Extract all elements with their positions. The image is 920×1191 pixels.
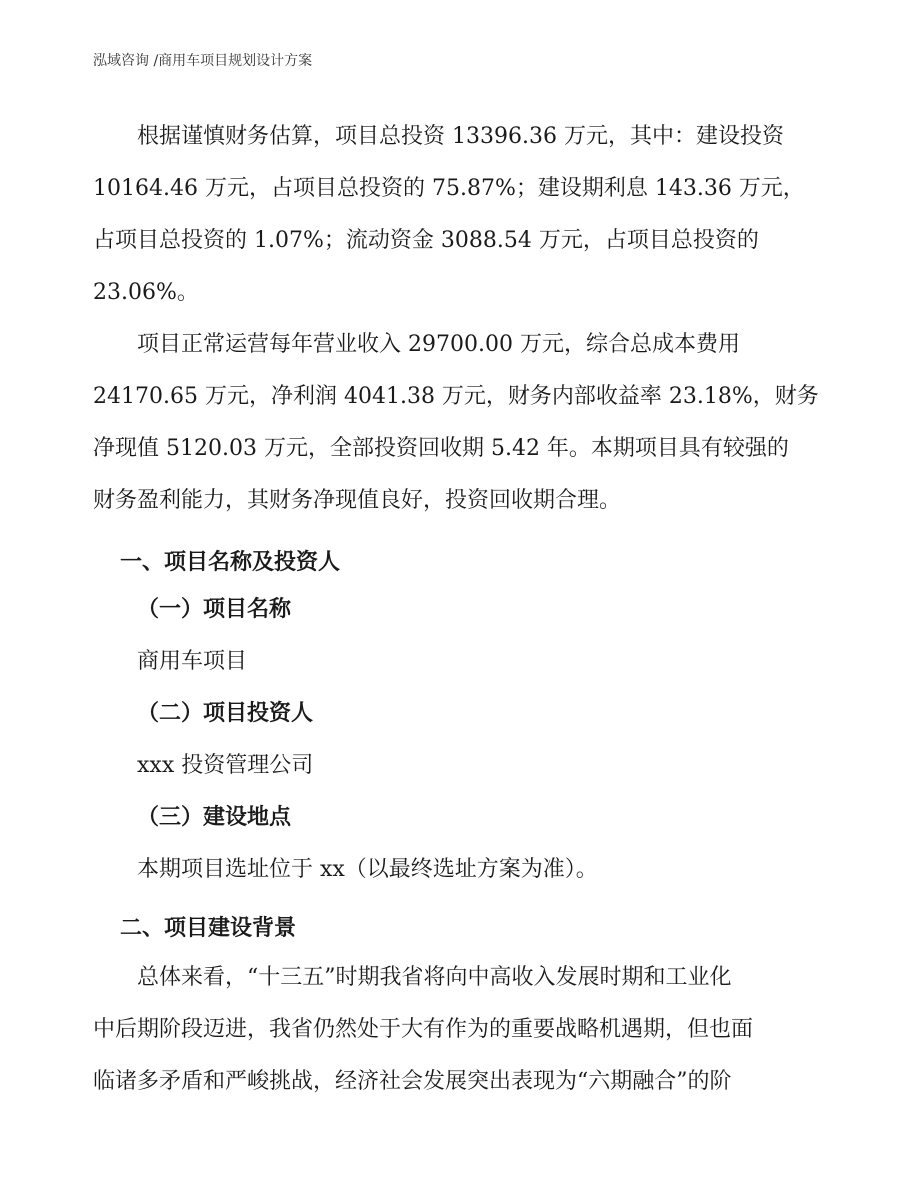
subsection-title: （二）项目投资人 bbox=[137, 701, 314, 726]
paragraph-line: 中后期阶段迈进，我省仍然处于大有作为的重要战略机遇期，但也面 bbox=[93, 1017, 754, 1042]
paragraph-line: 财务盈利能力，其财务净现值良好，投资回收期合理。 bbox=[93, 488, 622, 513]
paragraph-line: 10164.46 万元，占项目总投资的 75.87%；建设期利息 143.36 万元， bbox=[93, 176, 805, 201]
section-title: 一、项目名称及投资人 bbox=[120, 550, 341, 575]
paragraph-line: 临诸多矛盾和严峻挑战，经济社会发展突出表现为“六期融合”的阶 bbox=[93, 1069, 732, 1094]
paragraph-line: 商用车项目 bbox=[137, 649, 248, 674]
paragraph-line: 占项目总投资的 1.07%；流动资金 3088.54 万元，占项目总投资的 bbox=[93, 228, 759, 253]
subsection-title: （三）建设地点 bbox=[137, 805, 292, 830]
paragraph-line: 24170.65 万元，净利润 4041.38 万元，财务内部收益率 23.18%，财务 bbox=[93, 384, 819, 409]
paragraph-line: 总体来看，“十三五”时期我省将向中高收入发展时期和工业化 bbox=[137, 965, 732, 990]
paragraph-line: 23.06%。 bbox=[93, 280, 199, 305]
paragraph-line: xxx 投资管理公司 bbox=[137, 753, 314, 778]
paragraph-line: 净现值 5120.03 万元，全部投资回收期 5.42 年。本期项目具有较强的 bbox=[93, 436, 789, 461]
section-title: 二、项目建设背景 bbox=[120, 916, 297, 941]
paragraph-line: 本期项目选址位于 xx（以最终选址方案为准）。 bbox=[137, 857, 598, 882]
paragraph-line: 项目正常运营每年营业收入 29700.00 万元，综合总成本费用 bbox=[137, 332, 740, 357]
page-header: 泓域咨询 /商用车项目规划设计方案 bbox=[93, 53, 313, 69]
paragraph-line: 根据谨慎财务估算，项目总投资 13396.36 万元，其中：建设投资 bbox=[137, 124, 784, 149]
subsection-title: （一）项目名称 bbox=[137, 597, 292, 622]
